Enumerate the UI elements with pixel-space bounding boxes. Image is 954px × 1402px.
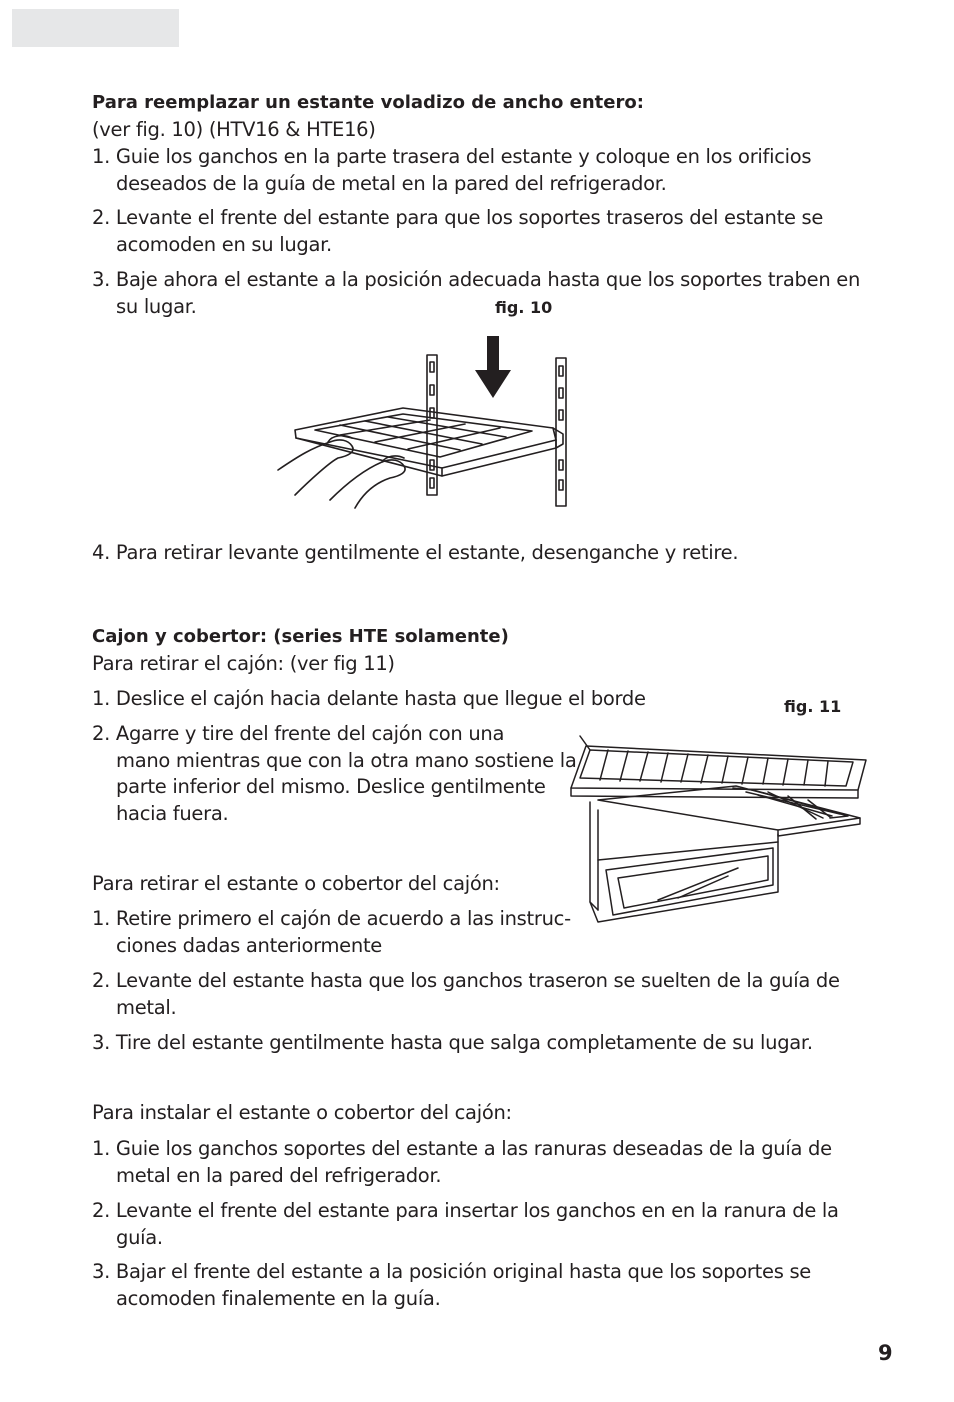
step-line: 2. Levante del estante hasta que los ganchos traseron se suelten de la guía de: [92, 969, 840, 992]
section-heading-drawer: Cajon y cobertor: (series HTE solamente): [92, 626, 509, 647]
step-line: ciones dadas anteriormente: [116, 934, 382, 957]
intro-text: Para retirar el estante o cobertor del cajón:: [92, 872, 500, 895]
step-line: mano mientras que con la otra mano sostiene la: [116, 749, 577, 772]
step-line: 3. Tire del estante gentilmente hasta que salga completamente de su lugar.: [92, 1031, 813, 1054]
step-line: su lugar.: [116, 295, 197, 318]
step-line: metal.: [116, 996, 177, 1019]
step-line: deseados de la guía de metal en la pared del refrigerador.: [116, 172, 667, 195]
step-line: metal en la pared del refrigerador.: [116, 1164, 442, 1187]
step-line: 3. Baje ahora el estante a la posición adecuada hasta que los soportes traben en: [92, 268, 861, 291]
figure-reference-note: (ver fig. 10) (HTV16 & HTE16): [92, 118, 376, 141]
header-tab: [12, 9, 179, 47]
step-line: 2. Levante el frente del estante para insertar los ganchos en en la ranura de la: [92, 1199, 839, 1222]
step-line: parte inferior del mismo. Deslice gentilmente: [116, 775, 546, 798]
intro-text: Para retirar el cajón: (ver fig 11): [92, 652, 395, 675]
page-number: 9: [878, 1341, 893, 1365]
figure-label-10: fig. 10: [495, 298, 553, 317]
step-line: 1. Deslice el cajón hacia delante hasta que llegue el borde: [92, 687, 646, 710]
step-line: 4. Para retirar levante gentilmente el estante, desenganche y retire.: [92, 541, 739, 564]
step-line: 1. Guie los ganchos soportes del estante a las ranuras deseadas de la guía de: [92, 1137, 832, 1160]
step-line: acomoden en su lugar.: [116, 233, 332, 256]
step-line: 1. Retire primero el cajón de acuerdo a las instruc-: [92, 907, 571, 930]
figure-label-11: fig. 11: [784, 697, 842, 716]
step-line: hacia fuera.: [116, 802, 229, 825]
section-heading-shelf: Para reemplazar un estante voladizo de ancho entero:: [92, 92, 644, 113]
intro-text: Para instalar el estante o cobertor del cajón:: [92, 1101, 512, 1124]
step-line: 3. Bajar el frente del estante a la posición original hasta que los soportes se: [92, 1260, 812, 1283]
drawer-cover-illustration: [568, 730, 868, 930]
shelf-install-illustration: [270, 330, 580, 510]
step-line: 2. Levante el frente del estante para que los soportes traseros del estante se: [92, 206, 824, 229]
step-line: 2. Agarre y tire del frente del cajón con una: [92, 722, 505, 745]
step-line: 1. Guie los ganchos en la parte trasera del estante y coloque en los orificios: [92, 145, 812, 168]
step-line: guía.: [116, 1226, 163, 1249]
step-line: acomoden finalemente en la guía.: [116, 1287, 441, 1310]
